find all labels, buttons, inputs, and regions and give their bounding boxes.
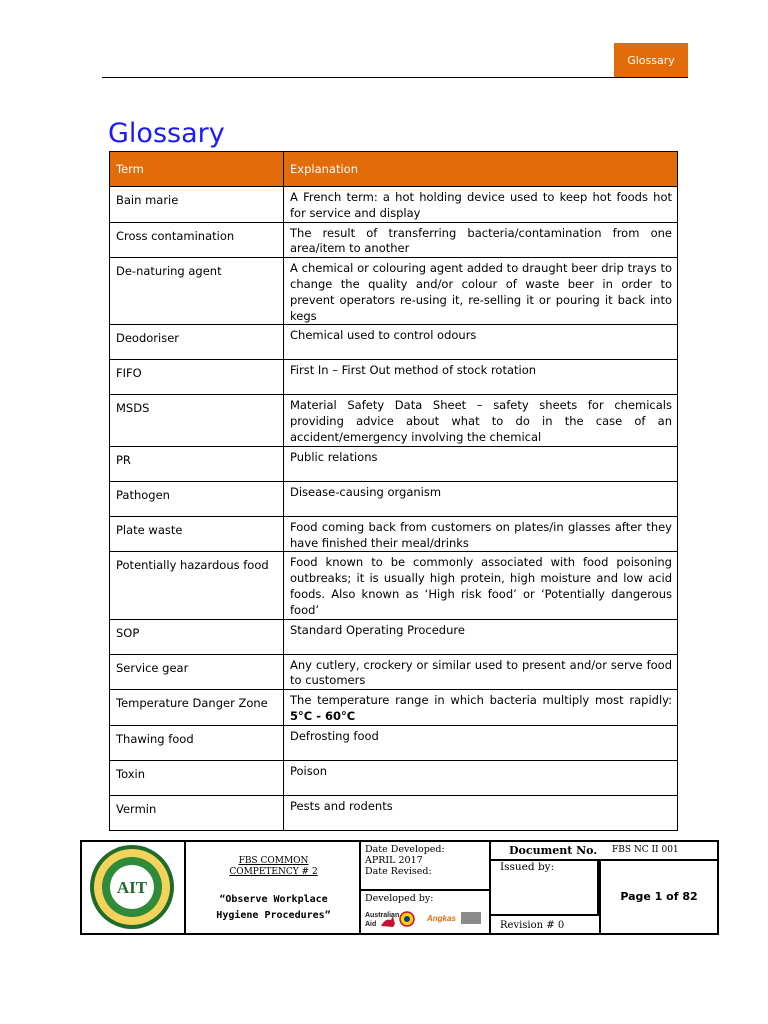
explanation-text: Poison <box>290 763 328 778</box>
glossary-explanation <box>284 795 678 830</box>
table-row <box>110 187 678 223</box>
document-number-label: Document No. <box>509 844 598 857</box>
glossary-explanation <box>284 654 678 690</box>
date-revised-label: Date Revised: <box>365 866 432 877</box>
glossary-term: SOP <box>110 619 284 654</box>
glossary-term: Thawing food <box>110 725 284 760</box>
table-row <box>110 760 678 795</box>
explanation-text: Chemical used to control odours <box>290 328 477 343</box>
competency-title-line1: FBS COMMON <box>238 856 309 866</box>
table-row <box>110 654 678 690</box>
competency-name <box>186 892 361 924</box>
glossary-term: Service gear <box>110 654 284 690</box>
competency-title <box>186 856 361 878</box>
australian-aid-text-line1: Australian <box>365 912 400 919</box>
explanation-text: Defrosting food <box>290 728 379 743</box>
glossary-explanation <box>284 222 678 258</box>
angkas-logo-text: Angkas <box>427 914 456 923</box>
header-tab-glossary: Glossary <box>614 43 688 77</box>
glossary-term: Plate waste <box>110 516 284 552</box>
page-number: Page 1 of 82 <box>599 859 717 933</box>
explanation-text: The result of transferring bacteria/contamination from one area/item to another <box>290 225 672 256</box>
explanation-text: A French term: a hot holding device used to keep hot foods hot for service and display <box>290 190 672 220</box>
glossary-term: PR <box>110 446 284 481</box>
revision-label: Revision # 0 <box>500 920 565 931</box>
developed-by-label: Developed by: <box>365 893 434 904</box>
competency-title-line2: COMPETENCY # 2 <box>229 867 318 877</box>
explanation-text: Public relations <box>290 449 378 464</box>
table-row <box>110 395 678 446</box>
table-row <box>110 446 678 481</box>
explanation-text: Food known to be commonly associated with food poisoning outbreaks; it is usually high protein, high moisture and low acid foods. Also known as ‘High risk food’ or ‘Potentially dangerous food’ <box>290 555 672 617</box>
glossary-term: Vermin <box>110 795 284 830</box>
footer-date-cell <box>361 842 491 933</box>
ait-seal-logo <box>82 842 182 933</box>
table-row <box>110 325 678 360</box>
glossary-explanation <box>284 360 678 395</box>
date-info <box>365 844 445 877</box>
table-header-row <box>110 152 678 187</box>
document-number-value: FBS NC II 001 <box>612 845 679 855</box>
glossary-term: FIFO <box>110 360 284 395</box>
glossary-body <box>110 187 678 831</box>
partner-logos <box>365 908 485 930</box>
glossary-explanation <box>284 395 678 446</box>
table-row <box>110 552 678 619</box>
glossary-term: Potentially hazardous food <box>110 552 284 619</box>
table-row <box>110 795 678 830</box>
explanation-text: The temperature range in which bacteria multiply most rapidly: <box>290 693 672 708</box>
column-header-term: Term <box>110 152 284 187</box>
date-developed-label: Date Developed: <box>365 844 445 855</box>
date-developed-value: APRIL 2017 <box>365 855 423 866</box>
explanation-text: Material Safety Data Sheet – safety sheets for chemicals providing advice about what to do in the case of an accident/emergency involving the chemical <box>290 398 672 444</box>
glossary-explanation <box>284 446 678 481</box>
logo-text: AIT <box>116 878 148 897</box>
glossary-explanation <box>284 760 678 795</box>
glossary-term: De-naturing agent <box>110 258 284 325</box>
glossary-term: Pathogen <box>110 481 284 516</box>
competency-name-line1: “Observe Workplace <box>219 894 328 905</box>
table-row <box>110 516 678 552</box>
explanation-emphasis: 5°C - 60°C <box>290 708 356 723</box>
glossary-explanation <box>284 325 678 360</box>
glossary-term: Temperature Danger Zone <box>110 690 284 726</box>
glossary-explanation <box>284 481 678 516</box>
table-row <box>110 258 678 325</box>
header-divider <box>102 77 688 78</box>
table-row <box>110 481 678 516</box>
date-separator <box>361 889 489 891</box>
column-header-explanation: Explanation <box>284 152 678 187</box>
partner-mark-icon <box>461 912 481 924</box>
glossary-explanation <box>284 619 678 654</box>
glossary-explanation <box>284 187 678 223</box>
glossary-table <box>109 151 678 831</box>
explanation-text: Any cutlery, crockery or similar used to present and/or serve food to customers <box>290 657 672 688</box>
table-row <box>110 690 678 726</box>
glossary-term: Bain marie <box>110 187 284 223</box>
glossary-explanation <box>284 552 678 619</box>
document-footer <box>80 840 719 935</box>
asean-emblem-center <box>404 916 410 922</box>
footer-competency-cell <box>186 842 361 933</box>
footer-logo-cell <box>82 842 186 933</box>
glossary-term: Deodoriser <box>110 325 284 360</box>
glossary-term: MSDS <box>110 395 284 446</box>
table-row <box>110 619 678 654</box>
glossary-explanation <box>284 725 678 760</box>
glossary-term: Toxin <box>110 760 284 795</box>
australian-aid-text-line2: Aid <box>365 921 377 928</box>
table-row <box>110 222 678 258</box>
glossary-explanation <box>284 690 678 726</box>
footer-document-cell <box>491 842 717 933</box>
explanation-text: Pests and rodents <box>290 798 393 813</box>
explanation-text: Standard Operating Procedure <box>290 622 465 637</box>
explanation-text: Disease-causing organism <box>290 484 442 499</box>
page-title: Glossary <box>108 118 225 149</box>
glossary-explanation <box>284 516 678 552</box>
table-row <box>110 360 678 395</box>
glossary-term: Cross contamination <box>110 222 284 258</box>
issued-by-box <box>491 859 599 916</box>
explanation-text: First In – First Out method of stock rotation <box>290 363 537 378</box>
explanation-text: Food coming back from customers on plates/in glasses after they have finished their meal/drinks <box>290 519 672 550</box>
competency-name-line2: Hygiene Procedures” <box>216 910 331 921</box>
table-row <box>110 725 678 760</box>
explanation-text: A chemical or colouring agent added to draught beer drip trays to change the quality and/or colour of waste beer in order to prevent operators re-using it, re-selling it or pouring it back into kegs <box>290 261 672 323</box>
australian-aid-logo <box>365 908 485 930</box>
glossary-explanation <box>284 258 678 325</box>
issued-by-label: Issued by: <box>500 861 555 873</box>
